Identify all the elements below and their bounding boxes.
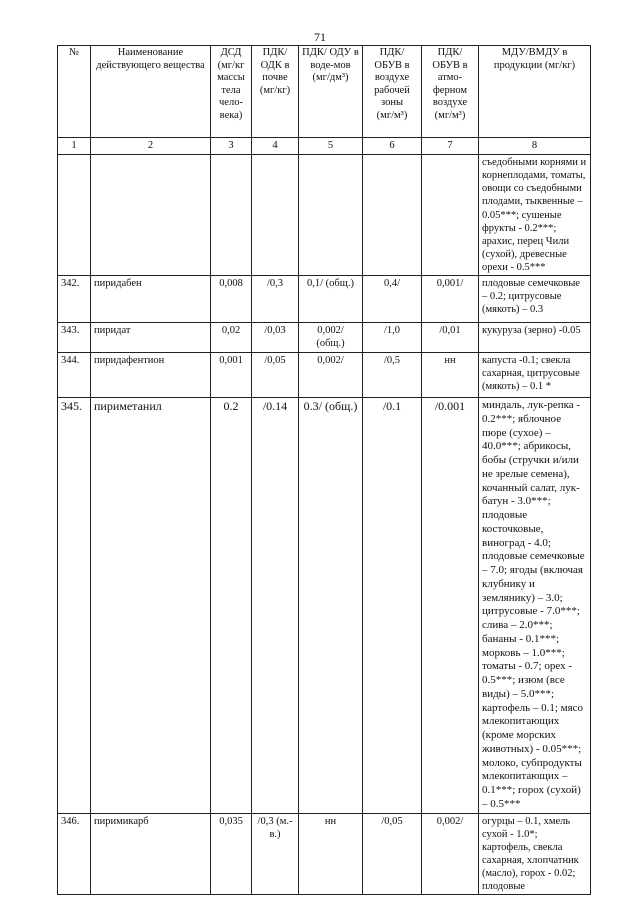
row-pdk-work: /0,05 [363,813,422,895]
row-pdk-water: нн [299,813,363,895]
row-pdk-air: 0,002/ [422,813,479,895]
row-pdk-air: нн [422,353,479,398]
row-pdk-soil: /0,3 (м.-в.) [252,813,299,895]
row-products: миндаль, лук-репка - 0.2***; яблочное пюре (сухое) – 40.0***; абрикосы, бобы (стручки и/или не зрелые семена), кочанный салат, лук-батун - 3.0***; плодовые косточковые, виноград - 4.0; плодовые семечковые – 7.0; ягоды (включая клубнику и землянику) – 3.0; цитрусовые - 7.0***; слива – 2.0***; бананы - 0.1***; морковь – 1.0***; томаты - 0.7; орех - 0.5***; изюм (все виды) – 5.0***; картофель – 0.1; мясо млекопитающих (кроме морских животных) - 0.05***; молоко, субпродукты млекопитающих – 0.1***; горох (сухой) – 0.5*** [479,398,591,814]
header-pdk-water [299,46,363,138]
header-num: № [58,46,91,138]
table-row [58,813,591,895]
header-pdk-water-label: ПДК/ ОДУ в воде-мов [302,47,359,71]
row-dsd: 0,035 [211,813,252,895]
row-pdk-water: 0,002/ [299,353,363,398]
table-row [58,155,591,276]
row-pdk-air: /0,01 [422,323,479,353]
header-row [58,46,591,138]
row-pdk-soil: /0.14 [252,398,299,814]
row-dsd: 0,008 [211,276,252,323]
row-name [91,155,211,276]
header-pdk-water-unit: (мг/дм³) [312,72,349,84]
column-number: 4 [252,138,299,155]
header-pdk-work [363,46,422,138]
pesticide-table [57,45,591,895]
row-pdk-water: 0,1/ (общ.) [299,276,363,323]
row-products: съедобными корнями и корнеплодами, томаты, овощи со съедобными плодами, тыквенные – 0.05***; сушеные фрукты - 0.2***; арахис, перец Чили (сухой), древесные орехи - 0.5*** [479,155,591,276]
row-pdk-soil [252,155,299,276]
row-pdk-air [422,155,479,276]
row-pdk-work: /1,0 [363,323,422,353]
header-name: Наименование действующего вещества [91,46,211,138]
column-number: 3 [211,138,252,155]
row-pdk-work: /0,5 [363,353,422,398]
row-products: кукуруза (зерно) -0.05 [479,323,591,353]
row-products: огурцы – 0.1, хмель сухой - 1.0*; картофель, свекла сахарная, хлопчатник (масло), горох - 0.02; плодовые [479,813,591,895]
row-pdk-water: 0.3/ (общ.) [299,398,363,814]
column-number: 2 [91,138,211,155]
column-number: 6 [363,138,422,155]
header-pdk-work-unit: (мг/м³) [376,109,408,121]
header-dsd: ДСД (мг/кг массы тела чело-века) [211,46,252,138]
header-pdk-air-unit: (мг/м³) [434,109,466,121]
row-pdk-water: 0,002/ (общ.) [299,323,363,353]
row-pdk-work: /0.1 [363,398,422,814]
row-pdk-work [363,155,422,276]
row-name: пиридабен [91,276,211,323]
row-pdk-soil: /0,3 [252,276,299,323]
row-products: плодовые семечковые – 0.2; цитрусовые (мякоть) – 0.3 [479,276,591,323]
row-dsd [211,155,252,276]
row-name: пиримикарб [91,813,211,895]
header-mdu: МДУ/ВМДУ в продукции (мг/кг) [479,46,591,138]
row-dsd: 0,001 [211,353,252,398]
row-products: капуста -0.1; свекла сахарная, цитрусовые (мякоть) – 0.1 * [479,353,591,398]
table-row [58,398,591,814]
row-num: 345. [58,398,91,814]
row-num: 344. [58,353,91,398]
row-num: 346. [58,813,91,895]
row-pdk-soil: /0,03 [252,323,299,353]
row-num: 343. [58,323,91,353]
table-row [58,323,591,353]
row-pdk-air: 0,001/ [422,276,479,323]
column-number: 1 [58,138,91,155]
row-pdk-water [299,155,363,276]
page-number: 71 [314,30,326,44]
header-pdk-air [422,46,479,138]
row-name: пиридат [91,323,211,353]
table-row [58,353,591,398]
header-pdk-air-label: ПДК/ ОБУВ в атмо-ферном воздухе [432,47,468,109]
header-pdk-soil: ПДК/ ОДК в почве (мг/кг) [252,46,299,138]
column-number: 8 [479,138,591,155]
row-pdk-work: 0,4/ [363,276,422,323]
row-pdk-air: /0.001 [422,398,479,814]
row-name: пириметанил [91,398,211,814]
row-dsd: 0,02 [211,323,252,353]
row-pdk-soil: /0,05 [252,353,299,398]
table-row [58,276,591,323]
header-pdk-work-label: ПДК/ ОБУВ в воздухе рабочей зоны [374,47,410,109]
row-name: пиридафентион [91,353,211,398]
row-num [58,155,91,276]
column-number: 5 [299,138,363,155]
column-number: 7 [422,138,479,155]
column-number-row [58,138,591,155]
row-dsd: 0.2 [211,398,252,814]
row-num: 342. [58,276,91,323]
